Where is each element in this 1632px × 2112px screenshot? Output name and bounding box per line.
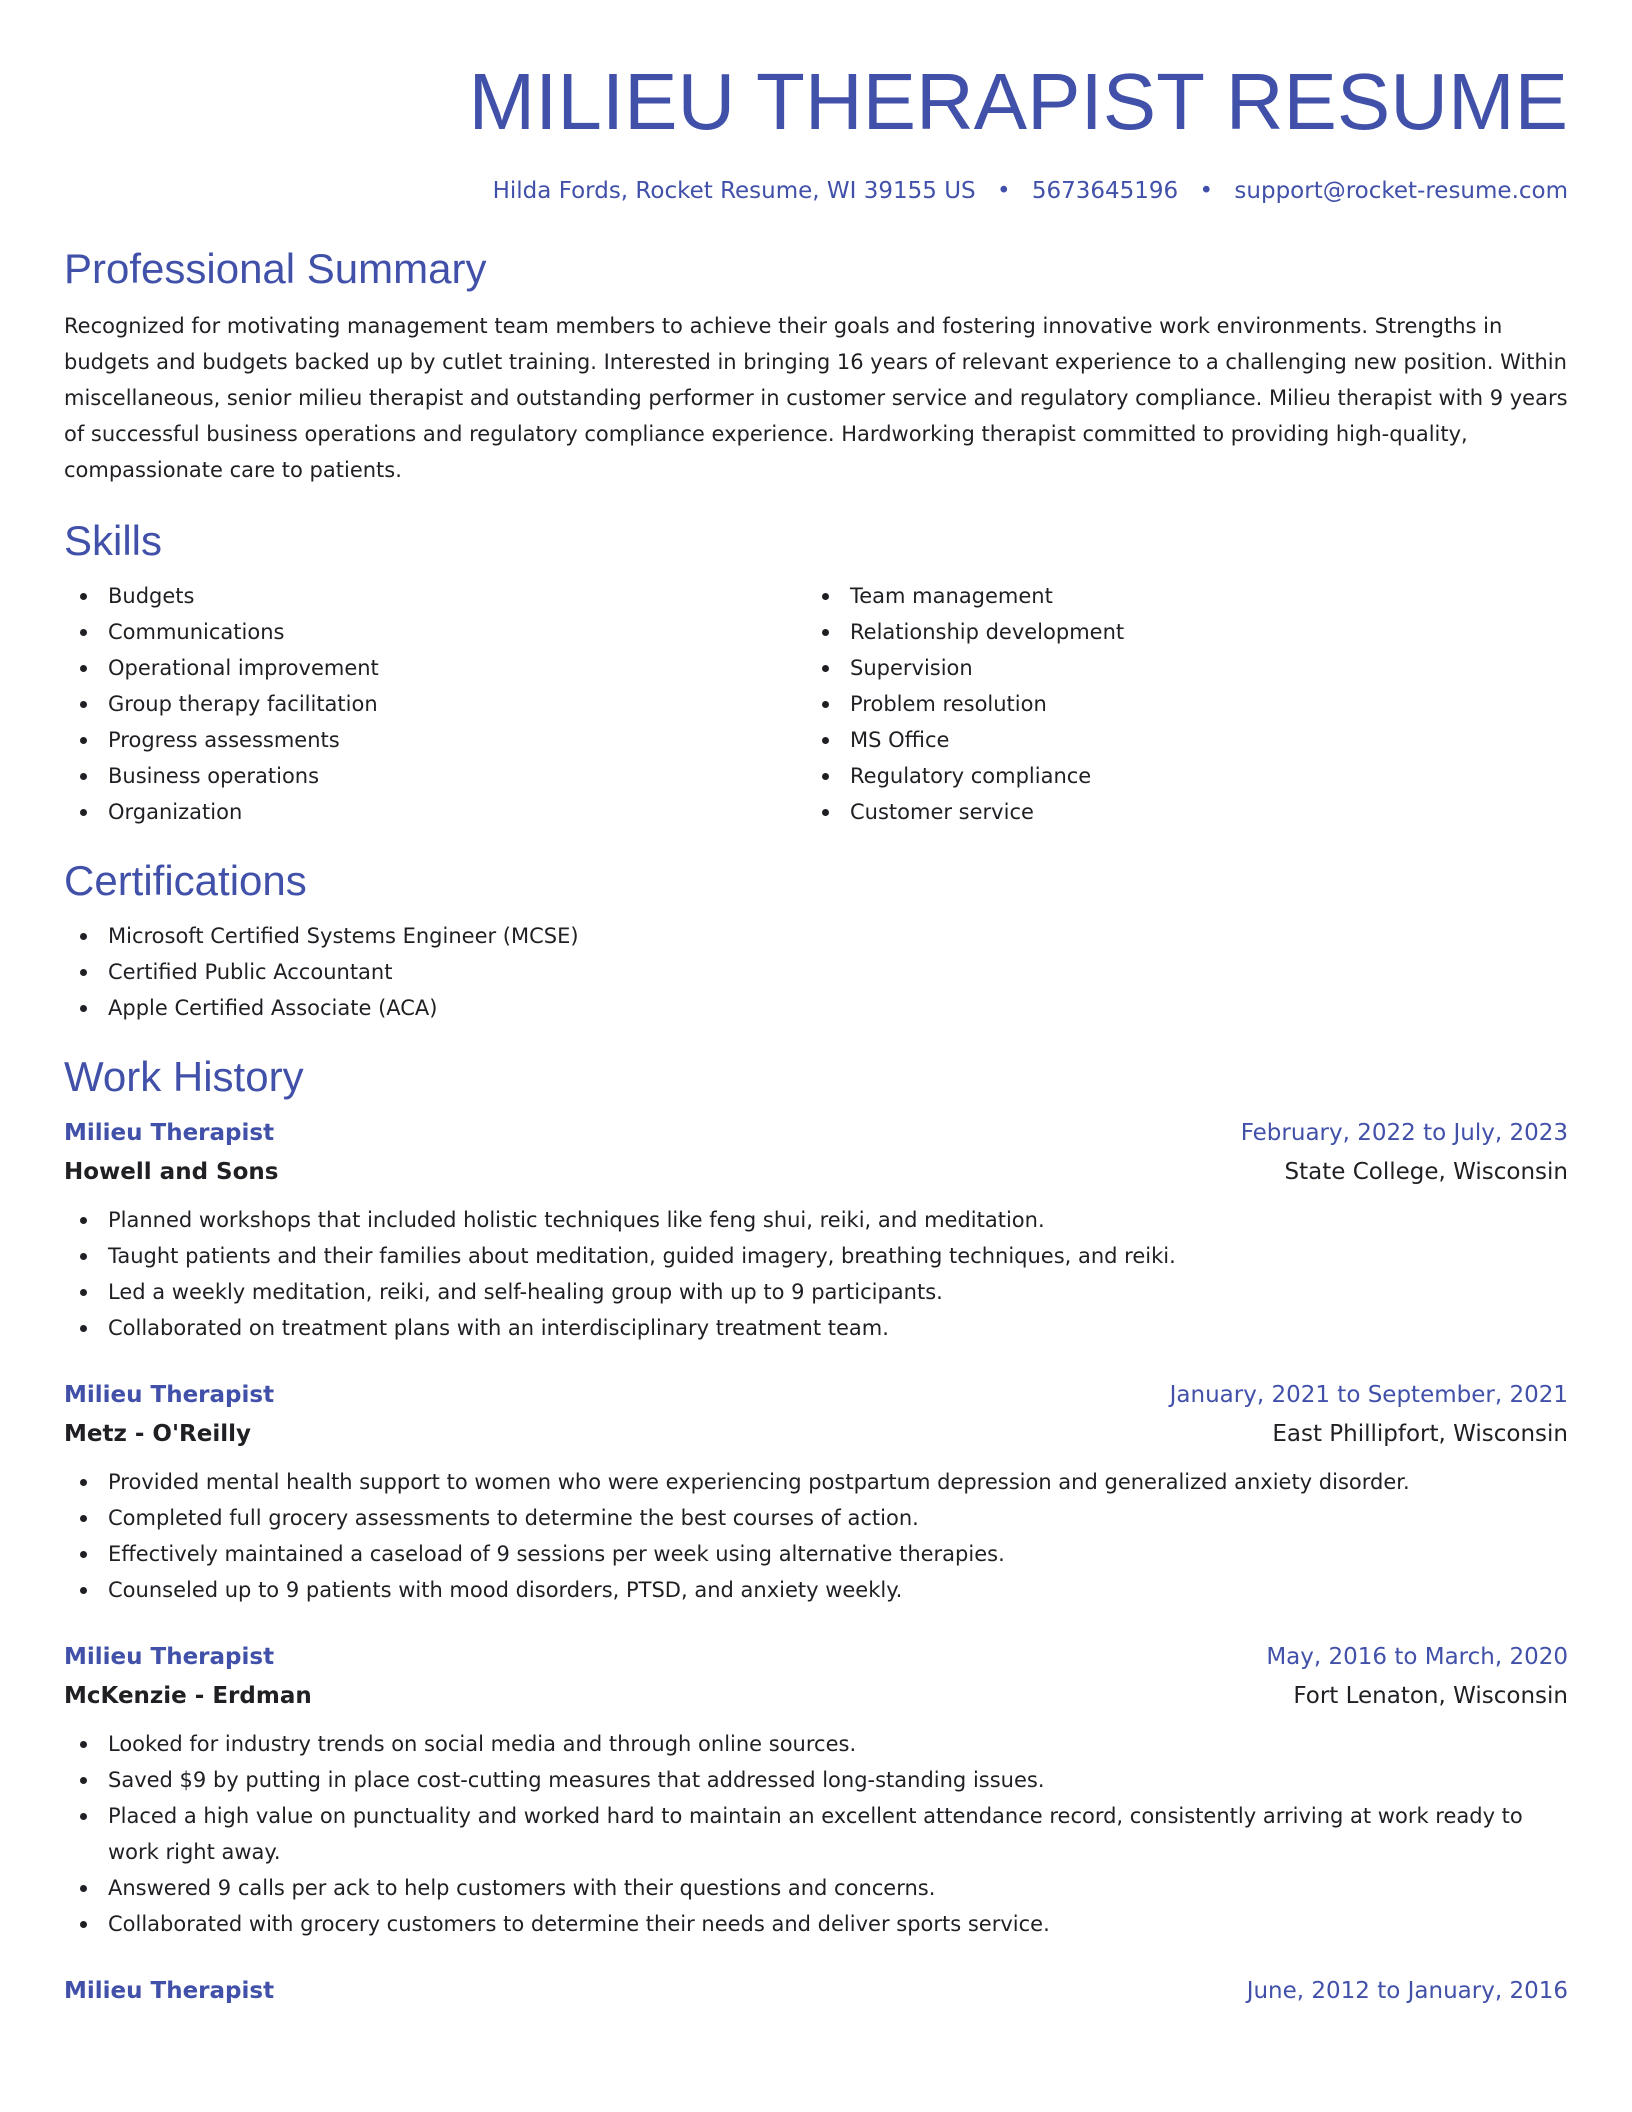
- job-company: McKenzie - Erdman: [64, 1683, 312, 1709]
- skill-item: Team management: [806, 578, 1548, 614]
- job-bullet: Collaborated with grocery customers to determine their needs and deliver sports service.: [64, 1906, 1568, 1942]
- skills-heading: Skills: [64, 517, 163, 564]
- job-bullet: Planned workshops that included holistic techniques like feng shui, reiki, and meditation.: [64, 1202, 1568, 1238]
- job-dates: June, 2012 to January, 2016: [1246, 1978, 1568, 2004]
- skill-item: Group therapy facilitation: [64, 686, 806, 722]
- skill-item: Problem resolution: [806, 686, 1548, 722]
- job-role: Milieu Therapist: [64, 1978, 275, 2004]
- skill-item: Regulatory compliance: [806, 758, 1548, 794]
- skills-list-right: [806, 578, 1548, 830]
- job-location: Fort Lenaton, Wisconsin: [1293, 1683, 1568, 1709]
- skill-item: Business operations: [64, 758, 806, 794]
- job-bullet: Saved $9 by putting in place cost-cutting measures that addressed long-standing issues.: [64, 1762, 1568, 1798]
- work-history-heading: Work History: [64, 1053, 304, 1100]
- job-bullet: Led a weekly meditation, reiki, and self-healing group with up to 9 participants.: [64, 1274, 1568, 1310]
- skill-item: Budgets: [64, 578, 806, 614]
- job-dates: May, 2016 to March, 2020: [1266, 1644, 1568, 1670]
- job-bullet: Placed a high value on punctuality and worked hard to maintain an excellent attendance record, consistently arriving at work ready to work right away.: [64, 1798, 1568, 1870]
- contact-email: support@rocket-resume.com: [1234, 178, 1568, 204]
- job-bullet: Completed full grocery assessments to determine the best courses of action.: [64, 1500, 1568, 1536]
- job-dates: January, 2021 to September, 2021: [1169, 1382, 1568, 1408]
- job-company: Howell and Sons: [64, 1159, 279, 1185]
- summary-heading: Professional Summary: [64, 245, 487, 292]
- skills-grid: [64, 578, 1568, 830]
- certifications-list: [64, 918, 1568, 1026]
- job-location: East Phillipfort, Wisconsin: [1272, 1421, 1568, 1447]
- contact-separator: •: [996, 178, 1011, 204]
- skill-item: Customer service: [806, 794, 1548, 830]
- job-role: Milieu Therapist: [64, 1382, 275, 1408]
- skill-item: Communications: [64, 614, 806, 650]
- contact-separator: •: [1199, 178, 1214, 204]
- job-role: Milieu Therapist: [64, 1644, 275, 1670]
- page-title: MILIEU THERAPIST RESUME: [468, 57, 1568, 146]
- skill-item: MS Office: [806, 722, 1548, 758]
- skill-item: Progress assessments: [64, 722, 806, 758]
- job-bullet: Looked for industry trends on social media and through online sources.: [64, 1726, 1568, 1762]
- contact-address: Hilda Fords, Rocket Resume, WI 39155 US: [492, 178, 976, 204]
- job-bullet: Effectively maintained a caseload of 9 sessions per week using alternative therapies.: [64, 1536, 1568, 1572]
- job-location: State College, Wisconsin: [1284, 1159, 1568, 1185]
- summary-text: Recognized for motivating management team members to achieve their goals and fostering innovative work environments. Strengths in budgets and budgets backed up by cutlet training. Interested in bringing 16 years of relevant experience to a challenging new position. Within miscellaneous, senior milieu therapist and outstanding performer in customer service and regulatory compliance. Milieu therapist with 9 years of successful business operations and regulatory compliance experience. Hardworking therapist committed to providing high-quality, compassionate care to patients.: [64, 314, 1568, 482]
- job-entry: [64, 1114, 1568, 1346]
- job-role: Milieu Therapist: [64, 1120, 275, 1146]
- contact-phone: 5673645196: [1031, 178, 1179, 204]
- job-bullet: Counseled up to 9 patients with mood disorders, PTSD, and anxiety weekly.: [64, 1572, 1568, 1608]
- job-company: Metz - O'Reilly: [64, 1421, 251, 1447]
- certification-item: Certified Public Accountant: [64, 954, 1568, 990]
- skills-list-left: [64, 578, 806, 830]
- job-bullet: Collaborated on treatment plans with an interdisciplinary treatment team.: [64, 1310, 1568, 1346]
- job-entry: [64, 1376, 1568, 1608]
- job-bullet: Answered 9 calls per ack to help customers with their questions and concerns.: [64, 1870, 1568, 1906]
- skill-item: Supervision: [806, 650, 1548, 686]
- certifications-heading: Certifications: [64, 857, 307, 904]
- skill-item: Organization: [64, 794, 806, 830]
- job-entry: [64, 1972, 1568, 2010]
- job-bullets: [64, 1726, 1568, 1942]
- resume-page: [64, 0, 1568, 2010]
- job-bullets: [64, 1464, 1568, 1608]
- skill-item: Operational improvement: [64, 650, 806, 686]
- job-dates: February, 2022 to July, 2023: [1240, 1120, 1568, 1146]
- job-bullets: [64, 1202, 1568, 1346]
- contact-line: [64, 176, 1568, 206]
- certification-item: Apple Certified Associate (ACA): [64, 990, 1568, 1026]
- job-bullet: Provided mental health support to women who were experiencing postpartum depression and generalized anxiety disorder.: [64, 1464, 1568, 1500]
- job-bullet: Taught patients and their families about meditation, guided imagery, breathing techniques, and reiki.: [64, 1238, 1568, 1274]
- certification-item: Microsoft Certified Systems Engineer (MCSE): [64, 918, 1568, 954]
- skill-item: Relationship development: [806, 614, 1548, 650]
- job-entry: [64, 1638, 1568, 1942]
